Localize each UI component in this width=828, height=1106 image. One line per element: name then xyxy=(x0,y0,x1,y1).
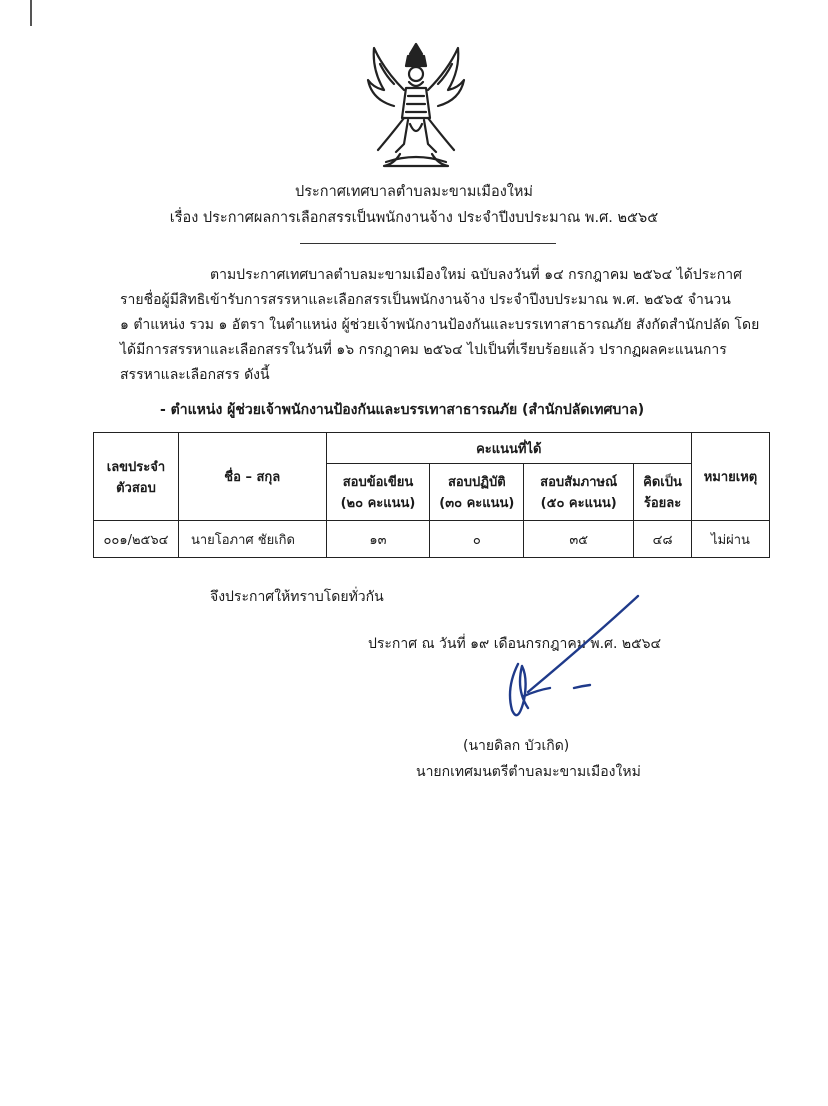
signer-name: (นายดิลก บัวเกิด) xyxy=(463,738,570,754)
table-row xyxy=(94,521,770,558)
body-line-1: ตามประกาศเทศบาลตำบลมะขามเมืองใหม่ ฉบับลงวันที่ ๑๔ กรกฎาคม ๒๕๖๔ ได้ประกาศ xyxy=(210,267,742,283)
cell-remark: ไม่ผ่าน xyxy=(692,521,770,558)
col-header-practical: สอบปฏิบัติ (๓๐ คะแนน) xyxy=(430,464,524,521)
col-header-candidate-id: เลขประจำ ตัวสอบ xyxy=(94,433,179,521)
col-header-scores-group: คะแนนที่ได้ xyxy=(326,433,691,464)
body-line-2: รายชื่อผู้มีสิทธิเข้ารับการสรรหาและเลือกสรรเป็นพนักงานจ้าง ประจำปีงบประมาณ พ.ศ. ๒๕๖๕ จำนวน xyxy=(120,292,731,308)
signature-mark xyxy=(498,592,648,732)
page-edge-mark xyxy=(30,0,32,26)
signer-title: นายกเทศมนตรีตำบลมะขามเมืองใหม่ xyxy=(416,764,641,780)
col-header-name: ชื่อ – สกุล xyxy=(178,433,326,521)
position-heading: - ตำแหน่ง ผู้ช่วยเจ้าพนักงานป้องกันและบรรเทาสาธารณภัย (สำนักปลัดเทศบาล) xyxy=(160,402,645,418)
announcement-date: ประกาศ ณ วันที่ ๑๙ เดือนกรกฎาคม พ.ศ. ๒๕๖๔ xyxy=(368,636,662,652)
announcement-subject: เรื่อง ประกาศผลการเลือกสรรเป็นพนักงานจ้าง ประจำปีงบประมาณ พ.ศ. ๒๕๖๕ xyxy=(169,210,659,226)
cell-percent: ๔๘ xyxy=(634,521,692,558)
col-header-written: สอบข้อเขียน (๒๐ คะแนน) xyxy=(326,464,430,521)
body-line-5: สรรหาและเลือกสรร ดังนี้ xyxy=(120,367,270,383)
cell-name: นายโอภาศ ชัยเกิด xyxy=(178,521,326,558)
cell-written: ๑๓ xyxy=(326,521,430,558)
title-divider xyxy=(300,243,556,244)
body-line-4: ได้มีการสรรหาและเลือกสรรในวันที่ ๑๖ กรกฎาคม ๒๕๖๔ ไปเป็นที่เรียบร้อยแล้ว ปรากฏผลคะแนนการ xyxy=(120,342,727,358)
col-header-interview: สอบสัมภาษณ์ (๕๐ คะแนน) xyxy=(524,464,634,521)
garuda-emblem-icon xyxy=(364,40,468,170)
score-table xyxy=(93,432,770,558)
announcement-title: ประกาศเทศบาลตำบลมะขามเมืองใหม่ xyxy=(295,184,533,200)
col-header-percent: คิดเป็น ร้อยละ xyxy=(634,464,692,521)
body-line-3: ๑ ตำแหน่ง รวม ๑ อัตรา ในตำแหน่ง ผู้ช่วยเจ้าพนักงานป้องกันและบรรเทาสาธารณภัย สังกัดสำนักปลัด โดย xyxy=(120,317,760,333)
cell-candidate-id: ๐๐๑/๒๕๖๔ xyxy=(94,521,179,558)
table-header-row xyxy=(94,433,770,464)
cell-interview: ๓๕ xyxy=(524,521,634,558)
col-header-remark: หมายเหตุ xyxy=(692,433,770,521)
closing-notice: จึงประกาศให้ทราบโดยทั่วกัน xyxy=(210,589,384,605)
cell-practical: ๐ xyxy=(430,521,524,558)
